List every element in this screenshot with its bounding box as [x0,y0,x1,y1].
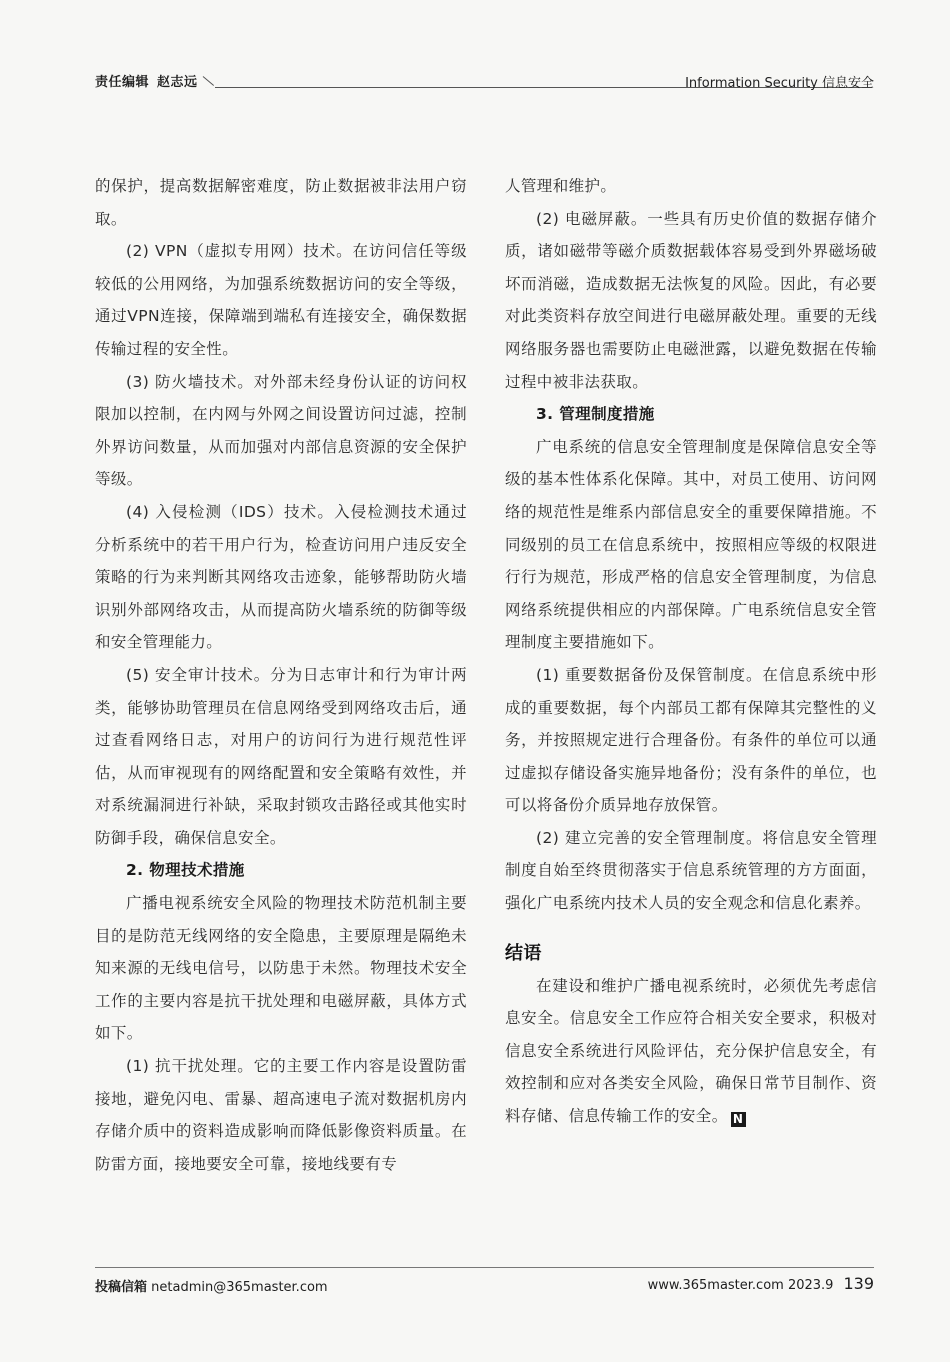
paragraph: 广播电视系统安全风险的物理技术防范机制主要目的是防范无线网络的安全隐患，主要原理是隔绝未知来源的无线电信号，以防患于未然。物理技术安全工作的主要内容是抗干扰处理和电磁屏蔽，具体方式如下。 [95,894,467,1043]
paragraph: (2) 建立完善的安全管理制度。将信息安全管理制度自始至终贯彻落实于信息系统管理的方方面面，强化广电系统内技术人员的安全观念和信息化素养。 [505,828,877,913]
end-of-article-icon: N [731,1112,746,1127]
header-slash-decoration [203,76,214,86]
page-number: 139 [843,1274,874,1293]
paragraph: (1) 抗干扰处理。它的主要工作内容是设置防雷接地，避免闪电、雷暴、超高速电子流对数据机房内存储介质中的资料造成影响而降低影像资料质量。在防雷方面，接地要安全可靠，接地线要有专 [95,1057,467,1173]
paragraph: 的保护，提高数据解密难度，防止数据被非法用户窃取。 [95,177,467,228]
left-column [95,170,467,1180]
email-label: 投稿信箱 [95,1280,148,1295]
footer-rule [95,1267,874,1268]
email-address[interactable]: netadmin@365master.com [151,1280,328,1295]
paragraph: 广电系统的信息安全管理制度是保障信息安全等级的基本性体系化保障。其中，对员工使用、访问网络的规范性是维系内部信息安全的重要保障措施。不同级别的员工在信息系统中，按照相应等级的权限进行行为规范，形成严格的信息安全管理制度，为信息网络系统提供相应的内部保障。广电系统信息安全管理制度主要措施如下。 [505,437,877,652]
paragraph: (3) 防火墙技术。对外部未经身份认证的访问权限加以控制，在内网与外网之间设置访问过滤，控制外界访问数量，从而加强对内部信息资源的安全保护等级。 [95,372,467,489]
subsection-heading: 2. 物理技术措施 [126,861,245,880]
footer-info [648,1274,874,1293]
paragraph: (5) 安全审计技术。分为日志审计和行为审计两类，能够协助管理员在信息网络受到网络攻击后，通过查看网络日志，对用户的访问行为进行规范性评估，从而审视现有的网络配置和安全策略有效性，并对系统漏洞进行补缺，采取封锁攻击路径或其他实时防御手段，确保信息安全。 [95,665,467,847]
conclusion-paragraph [505,970,877,1133]
editor-name: 赵志远 [157,75,198,90]
paragraph: (2) VPN（虚拟专用网）技术。在访问信任等级较低的公用网络，为加强系统数据访问的安全等级，通过VPN连接，保障端到端私有连接安全，确保数据传输过程的安全性。 [95,242,467,358]
paragraph: (1) 重要数据备份及保管制度。在信息系统中形成的重要数据，每个内部员工都有保障其完整性的义务，并按照规定进行合理备份。有条件的单位可以通过虚拟存储设备实施异地备份；没有条件的单位，也可以将备份介质异地存放保管。 [505,665,877,815]
right-column [505,170,877,1133]
site-and-issue: www.365master.com 2023.9 [647,1278,834,1293]
submission-email [95,1276,328,1295]
editor-label: 责任编辑 [95,75,150,90]
paragraph: (2) 电磁屏蔽。一些具有历史价值的数据存储介质，诸如磁带等磁介质数据载体容易受到外界磁场破坏而消磁，造成数据无法恢复的风险。因此，有必要对此类资料存放空间进行电磁屏蔽处理。重要的无线网络服务器也需要防止电磁泄露，以避免数据在传输过程中被非法获取。 [505,209,877,391]
conclusion-text: 在建设和维护广播电视系统时，必须优先考虑信息安全。信息安全工作应符合相关安全要求，积极对信息安全系统进行风险评估，充分保护信息安全，有效控制和应对各类安全风险，确保日常节目制作、资料存储、信息传输工作的安全。 [505,976,877,1126]
paragraph: (4) 入侵检测（IDS）技术。入侵检测技术通过分析系统中的若干用户行为，检查访问用户违反安全策略的行为来判断其网络攻击迹象，能够帮助防火墙识别外部网络攻击，从而提高防火墙系统的防御等级和安全管理能力。 [95,502,467,652]
paragraph: 人管理和维护。 [505,177,617,195]
subsection-heading: 3. 管理制度措施 [536,405,655,424]
editor-credit [95,71,198,90]
section-heading-conclusion: 结语 [505,942,542,964]
section-title: Information Security 信息安全 [685,76,874,91]
